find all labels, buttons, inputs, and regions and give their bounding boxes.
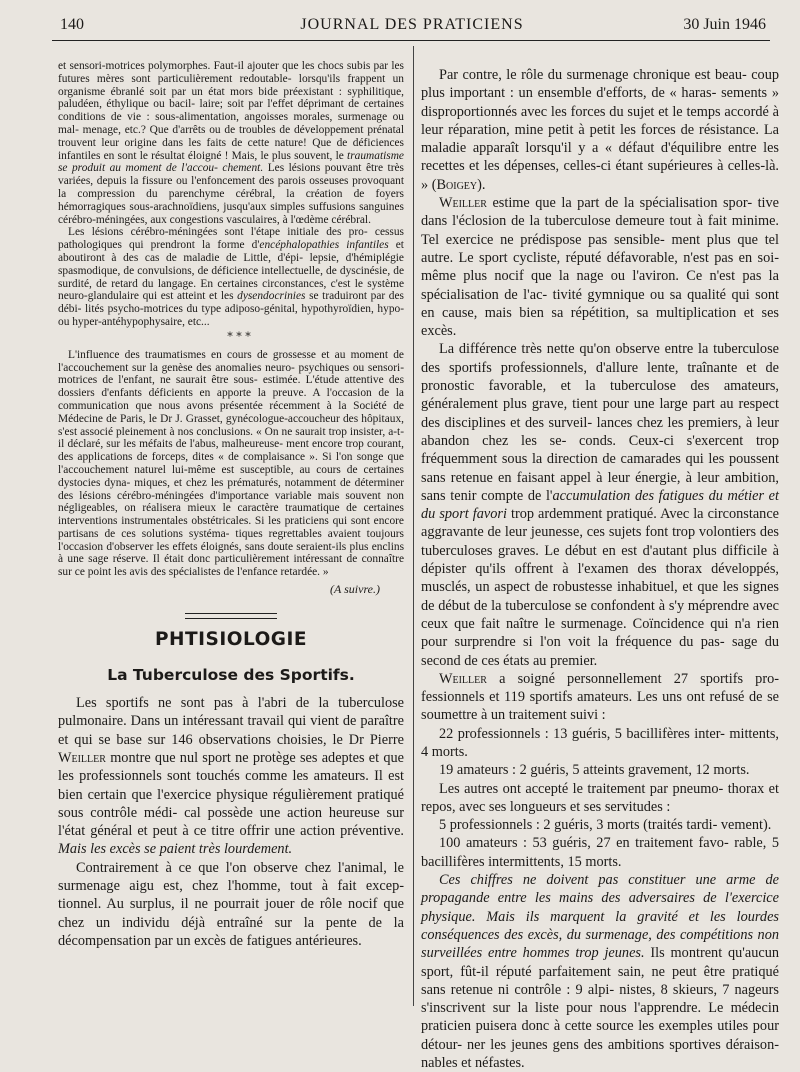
paragraph: Weiller estime que la part de la spécialisation spor- tive dans l'éclosion de la tuberculose demeure tout à fait minime. Tel exercice ne prédispose pas sensible- ment plus que tel autre. Le sport cycliste, réputé défavorable, n'est pas en soi-même plus nocif que la nage ou l'aviron. Ce n'est pas la spécialisation de l'ac- tivité gymnique ou sa qualité qui sont en cause, mais bien sa répétition, sa multiplication et ses excès. bbox=[421, 195, 780, 340]
right-column bbox=[421, 66, 779, 1072]
header-rule bbox=[52, 40, 770, 41]
paragraph: Contrairement à ce que l'on observe chez l'animal, le surmenage aigu est, chez l'homme, tout à fait excep- tionnel. Au surplus, il ne pourrait jouer de rôle nocif que chez un individu déjà entraîné sur la pente de la décompensation par un excès de fatigues antérieures. bbox=[58, 859, 404, 949]
column-divider bbox=[413, 46, 414, 1006]
previous-article-continuation bbox=[58, 60, 404, 597]
section-rule bbox=[185, 613, 277, 619]
page-number: 140 bbox=[60, 16, 84, 33]
paragraph: Weiller a soigné personnellement 27 sportifs pro- fessionnels et 119 sportifs amateurs. Les uns ont refusé de se soumettre à un traitement suivi : bbox=[421, 670, 779, 724]
paragraph: et sensori-motrices polymorphes. Faut-il ajouter que les chocs subis par les futures mères sont particulièrement redoutable- lorsqu'ils frappent un organisme ébranlé soit par un état mors bide préexistant : syphilitique, paludéen, éthylique ou bacil- laire; soit par l'effet déprimant de certaines conditions de vie : sous-alimentation, angoisses morales, surmenage ou mal- menage, etc.? Que d'arrêts ou de troubles de développement prénatal trouvent leur origine dans les faits de cette nature! Que de déficiences infantiles en sont le résultat éloigné ! Mais, le plus souvent, le traumatisme se produit au moment de l'accou- chement. Les lésions pouvant être très variées, depuis la fissure ou l'enfoncement des parois osseuses provoquant la compression du parenchyme cérébral, la création de foyers hémorragiques sous-arachnoïdiens, jusqu'aux simples suffusions sanguines cérébro-méningées, aux congestions vasculaires, à l'œdème cérébral. bbox=[58, 60, 404, 226]
article-body-right bbox=[421, 66, 779, 1072]
paragraph: L'influence des traumatismes en cours de grossesse et au moment de l'accouchement sur la genèse des anomalies neuro- psychiques ou sensori-motrices de l'enfant, ne saurait être sous- estimée. L'étude attentive des dossiers d'enfants déficients en apporte la preuve. A l'occasion de la communication que nous avons présentée récemment à la Société de Médecine de Paris, le Dr J. Grasset, gynécologue-accoucheur des hôpitaux, s'est associé pleinement à nos conclusions. « On ne saurait trop insister, a-t-il déclaré, sur les méfaits de l'abus, malheureuse- ment encore trop courant, des applications de forceps, dites « de complaisance ». Si l'on songe que l'accouchement naturel lui-même est susceptible, au cours de certaines dystocies dyna- miques, et chez les prématurés, notamment de déterminer des lésions cérébro-méningées d'importance variable mais souvent non négligeables, on réalisera mieux le caractère traumatique de certaines interventions instrumentales obstétricales. Si les praticiens qui sont encore partisans de ces solutions systéma- tiques regrettables avaient toujours l'occasion d'observer les effets éloignés, sans doute seraient-ils plus enclins à une sage réserve. Il était donc particulièrement intéressant de connaître sur ce point les avis des spécialistes de l'enfance retardée. » bbox=[58, 348, 404, 579]
article-body-left bbox=[58, 694, 404, 950]
paragraph: Les sportifs ne sont pas à l'abri de la tuberculose pulmonaire. Dans un intéressant travail qui vient de paraître et qui se base sur 146 observations choisies, le Dr Pierre Weiller montre que nul sport ne protège ses adeptes et que les professionnels sont touchés comme les amateurs. Il est bien certain que l'exercice physique régulièrement pratiqué sous contrôle médi- cal possède une action heureuse sur l'état général et peut à ce titre offrir une action préventive. Mais les excès se paient très lourdement. bbox=[58, 695, 405, 858]
issue-date: 30 Juin 1946 bbox=[683, 16, 766, 33]
article-title: La Tuberculose des Sportifs. bbox=[107, 666, 355, 685]
statistic-line: 5 professionnels : 2 guéris, 3 morts (traités tardi- vement). bbox=[439, 817, 772, 834]
asterism-separator: * * * bbox=[227, 329, 251, 343]
journal-title: JOURNAL DES PRATICIENS bbox=[300, 16, 524, 33]
statistic-line: 100 amateurs : 53 guéris, 27 en traitement favo- rable, 5 bacillifères intermittents, 15 morts. bbox=[421, 835, 779, 870]
paragraph: Par contre, le rôle du surmenage chronique est beau- coup plus important : un ensemble d'efforts, de « haras- sements » disproportionnés avec les forces du sujet et le temps accordé à leur réparation, mine petit à petit les forces de résistance. La maladie apparaît lorsqu'il y a « défaut d'équilibre entre les recettes et les dépenses, celles-ci étant supérieures à celles-là. » (Boigey). bbox=[421, 67, 779, 193]
page-header bbox=[52, 12, 772, 40]
paragraph: La différence très nette qu'on observe entre la tuberculose des sportifs professionnels, d'allure lente, traînante et de pronostic favorable, et la tuberculose des amateurs, généralement plus grave, tient pour une large part au respect des disciplines et des surveil- lances chez les premiers, à leur abandon chez les se- conds. Ceux-ci s'exercent trop fréquemment sous la direction de camarades qui les poussent sans retenue en faisant appel à leur énergie, à leur ambition, sans tenir compte de l'accumulation des fatigues du métier et du sport favori trop ardemment pratiqué. Avec la circonstance aggravante de leur jeunesse, ces sujets font trop volontiers des tuberculoses graves. Le début en est d'autant plus difficile à dépister qu'ils offrent à l'examen des thorax développés, musclés, un aspect de robustesse inhabituel, et que les signes de début de la tuberculose se confondent à s'y méprendre avec ceux que fait naître le surmenage. Coïncidence qui n'a rien pour surprendre si l'on voit la fréquence du pas- sage du second de ces états au premier. bbox=[421, 341, 780, 669]
to-be-continued: (A suivre.) bbox=[330, 582, 380, 597]
statistic-line: 19 amateurs : 2 guéris, 5 atteints gravement, 12 morts. bbox=[439, 762, 750, 779]
left-column bbox=[58, 60, 404, 950]
section-heading: PHTISIOLOGIE bbox=[154, 629, 308, 651]
statistic-line: 22 professionnels : 13 guéris, 5 bacillifères inter- mittents, 4 morts. bbox=[421, 725, 779, 760]
paragraph: Les autres ont accepté le traitement par pneumo- thorax et repos, avec ses longueurs et ses servitudes : bbox=[421, 780, 779, 815]
paragraph: Ces chiffres ne doivent pas constituer une arme de propagande entre les mains des adversaires de l'exercice physique. Mais ils marquent la gravité et les lourdes conséquences des excès, du surmenage, des compétitions non surveillées entre hommes trop jeunes. Ils montrent qu'aucun sport, fût-il réputé parfaitement sain, ne peut être pratiqué sans retenue ni contrôle : 9 alpi- nistes, 8 skieurs, 7 nageurs s'inscrivent sur la liste pour nous l'apprendre. Le médecin praticien puisera donc à cette source les exemples utiles pour détour- ner les jeunes gens des ambitions sportives déraison- nables et néfastes. bbox=[421, 872, 780, 1072]
paragraph: Les lésions cérébro-méningées sont l'étape initiale des pro- cessus pathologiques qui prendront la forme d'encéphalopathies infantiles et aboutiront à des cas de maladie de Little, d'épi- lepsie, d'hémiplégie spasmodique, de convulsions, de déficience intellectuelle, de dyscinésie, de surdité, de retard du langage. En certaines circonstances, c'est le système neuro-glandulaire qui est atteint et les dysendocrinies se traduiront par des débi- lités psycho-motrices du type adiposo-génital, hypothyroïdien, hypo- ou hyper-antéhypophysaire, etc... bbox=[58, 226, 404, 328]
